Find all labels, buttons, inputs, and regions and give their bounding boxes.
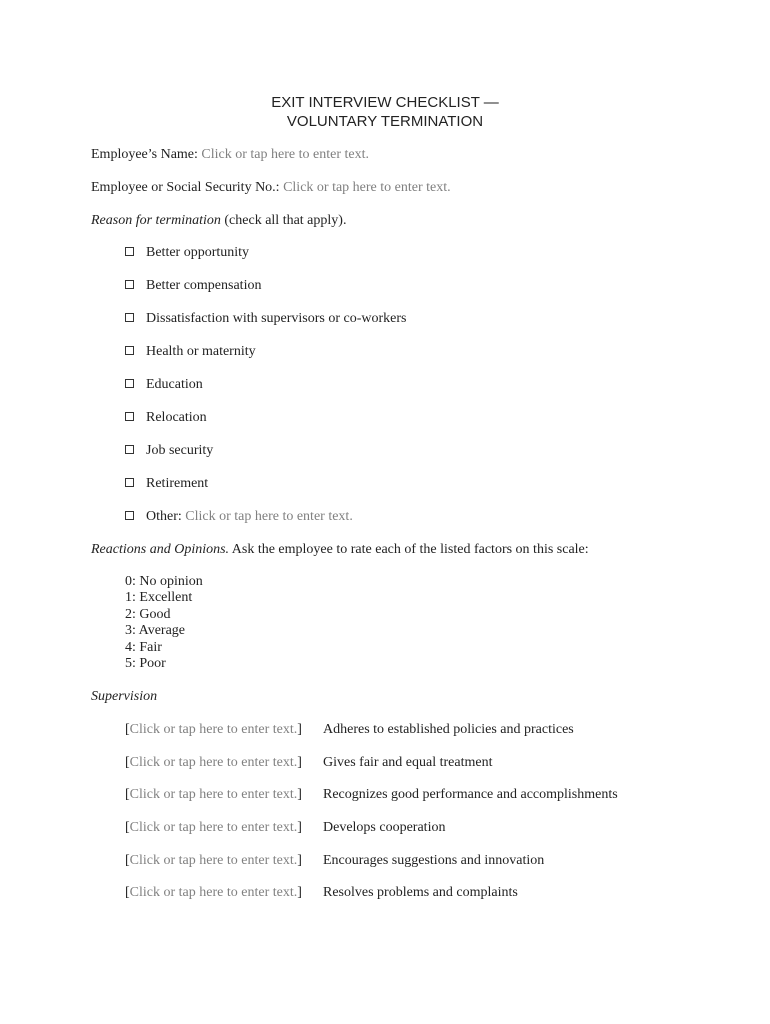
rating-field[interactable]: [125, 820, 323, 836]
rating-placeholder[interactable]: Click or tap here to enter text.: [129, 820, 298, 835]
reason-option-label: Better compensation: [146, 278, 262, 293]
checkbox[interactable]: [125, 280, 134, 289]
reactions-heading-rest: Ask the employee to rate each of the listed factors on this scale:: [229, 542, 589, 557]
employee-name-field[interactable]: Click or tap here to enter text.: [201, 147, 369, 162]
document-title-line-1: EXIT INTERVIEW CHECKLIST —: [271, 94, 499, 111]
checkbox[interactable]: [125, 313, 134, 322]
scale-item: 4: Fair: [125, 639, 162, 655]
rating-placeholder[interactable]: Click or tap here to enter text.: [129, 787, 298, 802]
close-bracket: ]: [297, 755, 302, 770]
rating-field[interactable]: [125, 787, 323, 803]
supervision-factor: Develops cooperation: [323, 820, 446, 835]
reason-option-label: Better opportunity: [146, 245, 250, 260]
rating-placeholder[interactable]: Click or tap here to enter text.: [129, 722, 298, 737]
supervision-row: [125, 885, 685, 901]
open-bracket: [: [125, 885, 130, 900]
open-bracket: [: [125, 755, 130, 770]
open-bracket: [: [125, 722, 130, 737]
open-bracket: [: [125, 820, 130, 835]
rating-placeholder[interactable]: Click or tap here to enter text.: [129, 853, 298, 868]
reason-heading-italic: Reason for termination: [91, 213, 221, 228]
supervision-factor: Recognizes good performance and accomplishments: [323, 787, 618, 802]
reason-option-label: Retirement: [146, 476, 209, 491]
reason-option-label: Relocation: [146, 410, 207, 425]
reason-option-better-opportunity[interactable]: [125, 245, 249, 261]
checkbox[interactable]: [125, 412, 134, 421]
reason-option-health[interactable]: [125, 344, 256, 360]
supervision-row: [125, 755, 685, 771]
rating-placeholder[interactable]: Click or tap here to enter text.: [129, 755, 298, 770]
scale-item: 2: Good: [125, 606, 171, 622]
checkbox[interactable]: [125, 445, 134, 454]
supervision-row: [125, 853, 685, 869]
open-bracket: [: [125, 853, 130, 868]
supervision-row: [125, 820, 685, 836]
reason-option-dissatisfaction[interactable]: [125, 311, 407, 327]
close-bracket: ]: [297, 787, 302, 802]
scale-item: 1: Excellent: [125, 590, 193, 606]
reason-option-job-security[interactable]: [125, 443, 213, 459]
checkbox[interactable]: [125, 511, 134, 520]
reason-option-relocation[interactable]: [125, 410, 207, 426]
scale-item: 3: Average: [125, 623, 185, 639]
reactions-heading: [91, 542, 589, 558]
scale-item: 5: Poor: [125, 656, 166, 672]
reason-option-label: Dissatisfaction with supervisors or co-workers: [146, 311, 407, 326]
employee-number-row: [91, 180, 451, 196]
other-label: Other:: [146, 509, 182, 524]
reason-option-retirement[interactable]: [125, 476, 208, 492]
checkbox[interactable]: [125, 379, 134, 388]
supervision-heading-text: Supervision: [91, 689, 158, 704]
rating-field[interactable]: [125, 853, 323, 869]
supervision-factor: Gives fair and equal treatment: [323, 755, 493, 770]
close-bracket: ]: [297, 853, 302, 868]
close-bracket: ]: [297, 885, 302, 900]
checkbox[interactable]: [125, 478, 134, 487]
close-bracket: ]: [297, 820, 302, 835]
supervision-factor: Encourages suggestions and innovation: [323, 853, 545, 868]
checkbox[interactable]: [125, 247, 134, 256]
rating-field[interactable]: [125, 755, 323, 771]
reason-option-education[interactable]: [125, 377, 203, 393]
reactions-heading-italic: Reactions and Opinions.: [91, 542, 230, 557]
reason-option-label: Health or maternity: [146, 344, 256, 359]
supervision-row: [125, 787, 685, 803]
employee-number-label: Employee or Social Security No.:: [91, 180, 280, 195]
other-field[interactable]: Click or tap here to enter text.: [185, 509, 353, 524]
scale-item: 0: No opinion: [125, 574, 203, 589]
close-bracket: ]: [297, 722, 302, 737]
supervision-factor: Adheres to established policies and practices: [323, 722, 574, 737]
employee-name-row: [91, 147, 369, 163]
employee-name-label: Employee’s Name:: [91, 147, 198, 162]
reason-option-other[interactable]: [125, 509, 353, 525]
rating-field[interactable]: [125, 722, 323, 738]
reason-heading: [91, 213, 346, 229]
reason-option-label: Job security: [146, 443, 214, 458]
checkbox[interactable]: [125, 346, 134, 355]
reason-option-better-compensation[interactable]: [125, 278, 261, 294]
open-bracket: [: [125, 787, 130, 802]
supervision-row: [125, 722, 685, 738]
document-title-line-2: VOLUNTARY TERMINATION: [286, 113, 484, 130]
reason-option-label: Education: [146, 377, 203, 392]
rating-placeholder[interactable]: Click or tap here to enter text.: [129, 885, 298, 900]
reason-heading-rest: (check all that apply).: [220, 213, 347, 228]
supervision-heading: [91, 689, 157, 705]
rating-scale: [125, 574, 203, 672]
rating-field[interactable]: [125, 885, 323, 901]
supervision-factor: Resolves problems and complaints: [323, 885, 518, 900]
employee-number-field[interactable]: Click or tap here to enter text.: [283, 180, 451, 195]
